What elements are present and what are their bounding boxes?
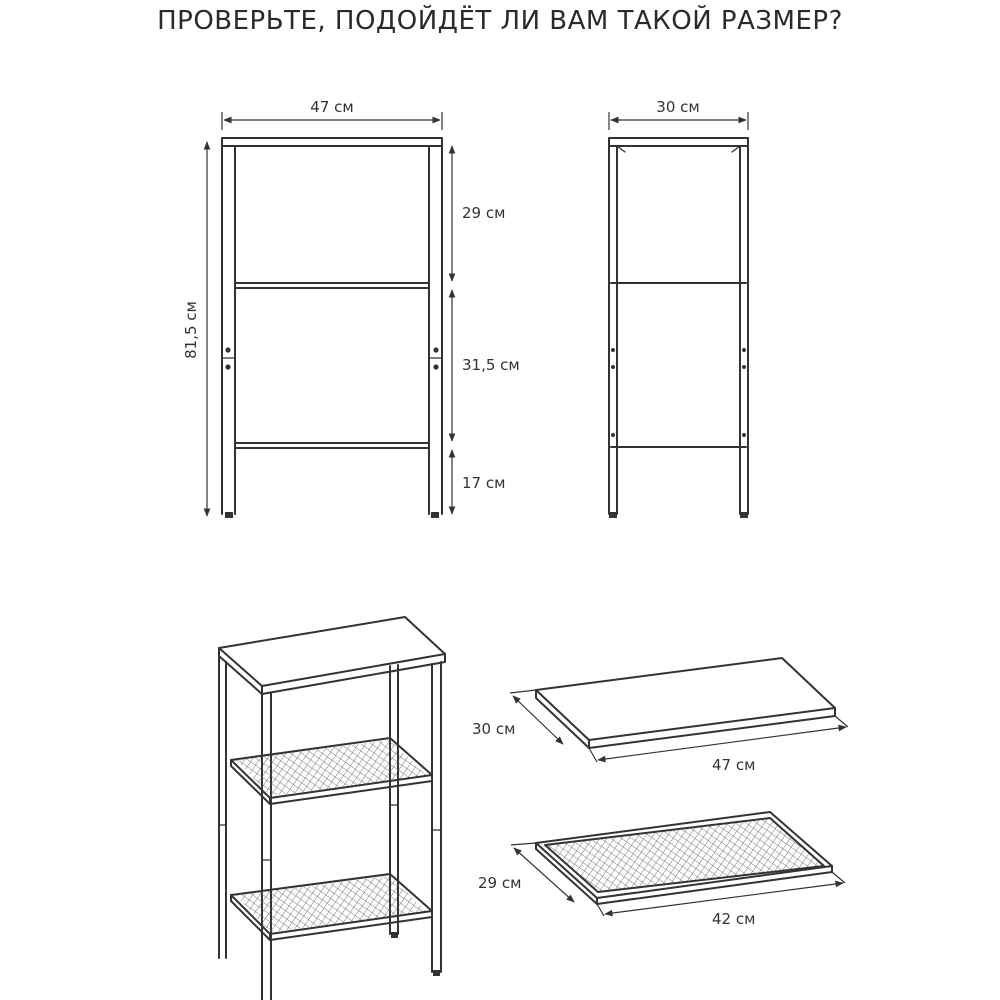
page-title: ПРОВЕРЬТЕ, ПОДОЙДЁТ ЛИ ВАМ ТАКОЙ РАЗМЕР? (157, 6, 843, 36)
assembled-shelf-3d (219, 617, 445, 1000)
screw-icon (433, 364, 438, 369)
section-top-label: 29 см (462, 204, 506, 222)
front-top-board (222, 138, 442, 146)
top-panel-depth-label: 30 см (472, 720, 516, 738)
front-width-label: 47 см (310, 98, 354, 116)
front-view (182, 98, 520, 518)
front-height-label: 81,5 см (182, 301, 200, 359)
section-bottom-label: 17 см (462, 474, 506, 492)
mesh-shelf-depth-label: 29 см (478, 874, 522, 892)
mesh-shelf-width-label: 42 см (712, 910, 756, 928)
top-panel-width-label: 47 см (712, 756, 756, 774)
section-middle-label: 31,5 см (462, 356, 520, 374)
side-top-board (609, 138, 748, 146)
side-depth-label: 30 см (656, 98, 700, 116)
screw-icon (433, 347, 438, 352)
top-panel-part (472, 658, 848, 774)
mesh-shelf-part (478, 812, 845, 928)
side-view (609, 98, 748, 518)
screw-icon (225, 347, 230, 352)
screw-icon (225, 364, 230, 369)
